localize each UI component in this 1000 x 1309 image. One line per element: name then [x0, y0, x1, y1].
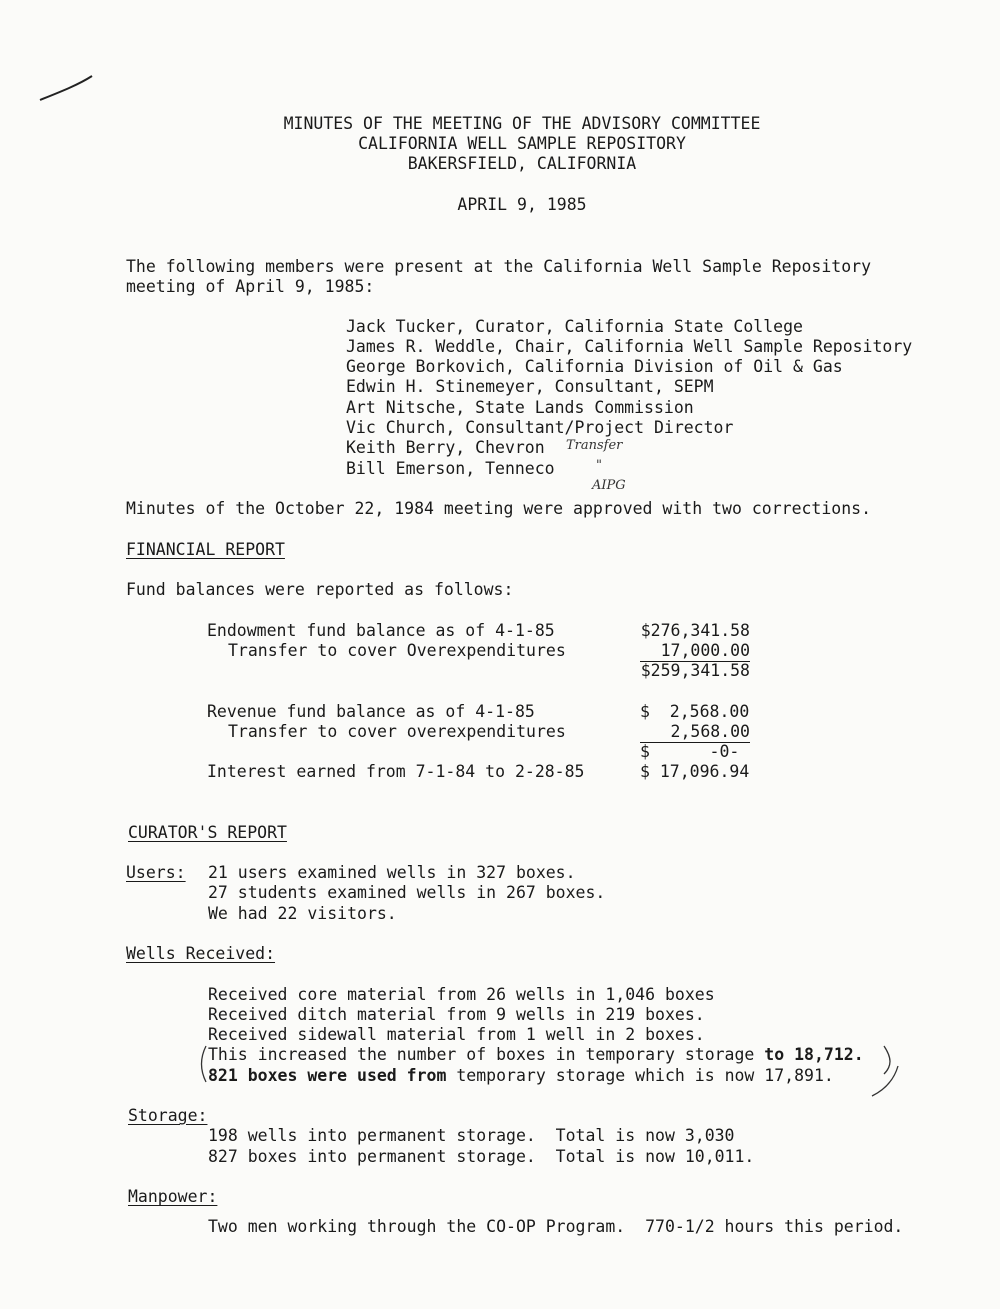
wells-received-label: Wells Received:	[126, 944, 276, 963]
transfer-revenue-value: 2,568.00	[640, 722, 750, 743]
member-item: Art Nitsche, State Lands Commission	[346, 398, 694, 417]
minutes-approval-note: Minutes of the October 22, 1984 meeting were approved with two corrections.	[126, 499, 872, 518]
revenue-total: $ -0-	[640, 742, 740, 761]
interest-label: Interest earned from 7-1-84 to 2-28-85	[207, 762, 585, 781]
doc-title-line3: BAKERSFIELD, CALIFORNIA	[407, 154, 637, 173]
member-item: Jack Tucker, Curator, California State College	[346, 317, 803, 336]
manpower-label: Manpower:	[128, 1187, 218, 1206]
bracket-left-mark	[202, 1046, 207, 1082]
endowment-value: $276,341.58	[640, 621, 750, 640]
doc-title-line1: MINUTES OF THE MEETING OF THE ADVISORY COMMITTEE	[283, 114, 761, 133]
handwritten-transfer-note: Transfer	[566, 438, 623, 453]
storage-used-text: 821 boxes were used from	[208, 1066, 447, 1085]
intro-line2: meeting of April 9, 1985:	[126, 277, 375, 296]
member-item: Keith Berry, Chevron	[346, 438, 545, 457]
transfer-overexpenditures-label: Transfer to cover Overexpenditures	[228, 641, 566, 660]
storage-used-line	[208, 1066, 834, 1086]
bracket-right-mark	[884, 1046, 890, 1074]
member-item: George Borkovich, California Division of Oil & Gas	[346, 357, 843, 376]
transfer-revenue-label: Transfer to cover overexpenditures	[228, 722, 566, 741]
revenue-value: $ 2,568.00	[640, 702, 750, 721]
users-line: We had 22 visitors.	[208, 904, 397, 923]
handwritten-ditto-mark: "	[596, 458, 602, 473]
interest-value: $ 17,096.94	[640, 762, 750, 781]
member-item: Vic Church, Consultant/Project Director	[346, 418, 734, 437]
users-line: 27 students examined wells in 267 boxes.	[208, 883, 606, 902]
meeting-date: APRIL 9, 1985	[457, 195, 587, 214]
member-item: Edwin H. Stinemeyer, Consultant, SEPM	[346, 377, 714, 396]
storage-line: 198 wells into permanent storage. Total is now 3,030	[208, 1126, 735, 1145]
manpower-line: Two men working through the CO-OP Program. 770-1/2 hours this period.	[208, 1217, 904, 1236]
endowment-total: $259,341.58	[640, 661, 750, 680]
transfer-overexpenditures-value: 17,000.00	[640, 641, 750, 662]
wells-line: Received sidewall material from 1 well in 2 boxes.	[208, 1025, 705, 1044]
intro-line1: The following members were present at the California Well Sample Repository	[126, 257, 872, 276]
revenue-label: Revenue fund balance as of 4-1-85	[207, 702, 535, 721]
member-item: Bill Emerson, Tenneco	[346, 459, 555, 478]
storage-used-remaining: temporary storage which is now 17,891.	[446, 1066, 834, 1085]
wells-line: Received core material from 26 wells in 1,046 boxes	[208, 985, 715, 1004]
storage-label: Storage:	[128, 1106, 208, 1125]
users-label: Users:	[126, 863, 186, 882]
storage-line: 827 boxes into permanent storage. Total is now 10,011.	[208, 1147, 755, 1166]
member-item: James R. Weddle, Chair, California Well Sample Repository	[346, 337, 913, 356]
pen-stroke-mark	[40, 76, 92, 100]
storage-increase-text: This increased the number of boxes in temporary storage	[208, 1045, 765, 1064]
storage-increase-total: to 18,712.	[764, 1045, 864, 1064]
financial-report-heading: FINANCIAL REPORT	[126, 540, 285, 559]
curators-report-heading: CURATOR'S REPORT	[128, 823, 287, 842]
wells-line: Received ditch material from 9 wells in 219 boxes.	[208, 1005, 705, 1024]
bracket-right-lower-mark	[872, 1066, 898, 1096]
endowment-label: Endowment fund balance as of 4-1-85	[207, 621, 555, 640]
users-line: 21 users examined wells in 327 boxes.	[208, 863, 576, 882]
storage-increase-line	[208, 1045, 864, 1065]
fund-balances-intro: Fund balances were reported as follows:	[126, 580, 514, 599]
handwritten-aipg-note: AIPG	[592, 478, 626, 493]
doc-title-line2: CALIFORNIA WELL SAMPLE REPOSITORY	[358, 134, 686, 153]
